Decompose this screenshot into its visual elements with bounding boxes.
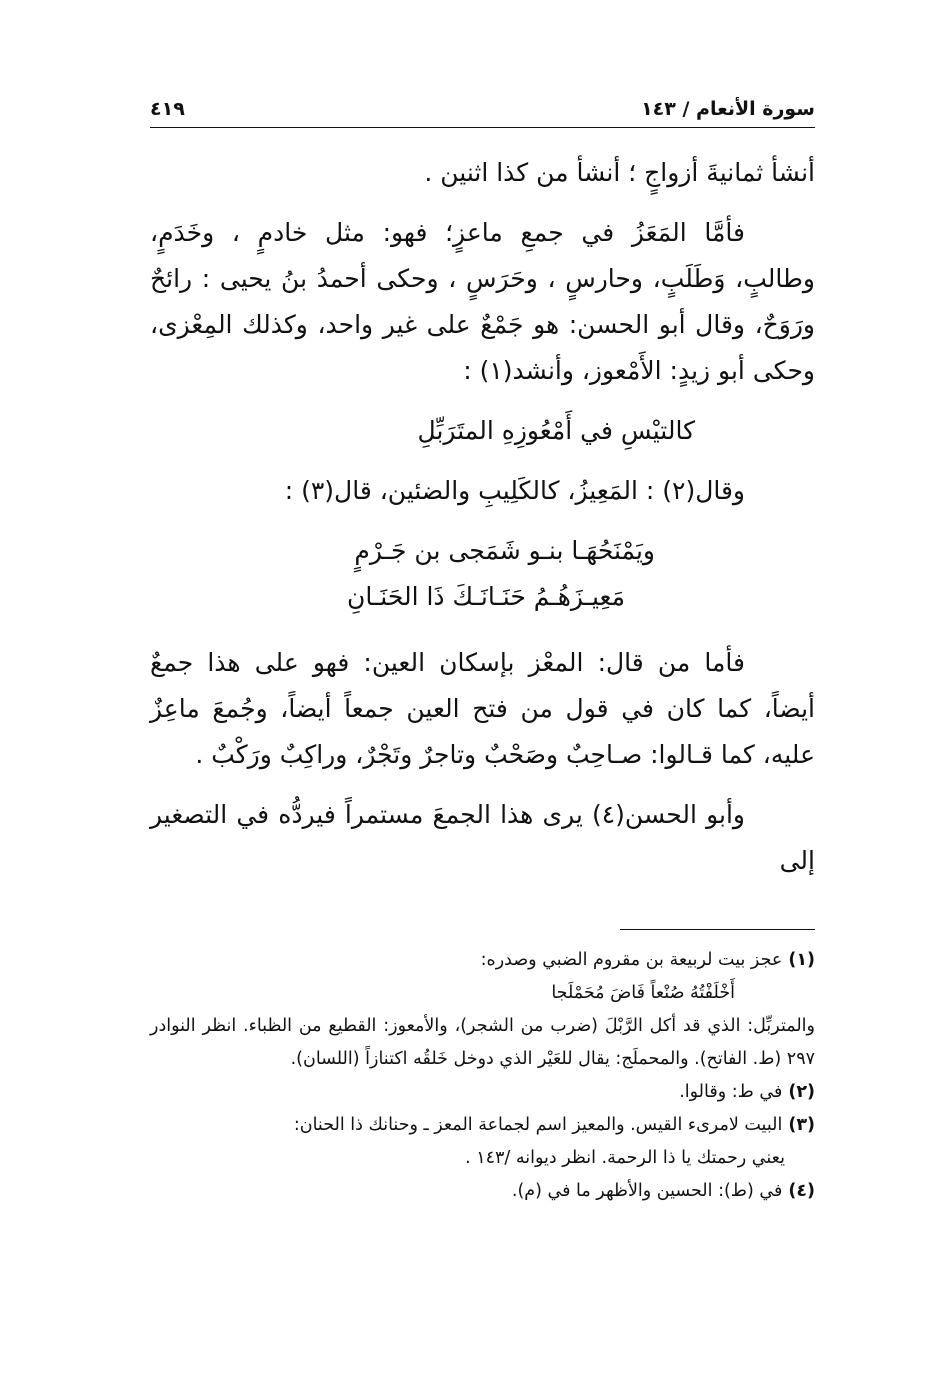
paragraph-1: أنشأ ثمانيةَ أزواجٍ ؛ أنشأ من كذا اثنين . [424, 158, 815, 187]
running-header [150, 92, 815, 126]
paragraph-2: فأمَّا المَعَزُ في جمعِ ماعزٍ؛ فهو: مثل خادمٍ ، وخَدَمٍ، وطالبٍ، وَطَلَبٍ، وحارسٍ ، وحَرَسٍ ، وحكى أحمدُ بنُ يحيى : رائحٌ ورَوَحٌ، وقال أبو الحسن: هو جَمْعٌ على غير واحد، وكذلك المِعْزى، وحكى أبو زيدٍ: الأَمْعوز، وأنشد(١) : [150, 218, 815, 385]
footnote-separator [620, 929, 815, 930]
header-rule [150, 127, 815, 128]
footnote-3-continuation: يعني رحمتك يا ذا الرحمة. انظر ديوانه /١٤٣ . [465, 1148, 785, 1168]
paragraph-4: فأما من قال: المعْز بإسكان العين: فهو على هذا جمعٌ أيضاً، كما كان في قول من فتح العين جمعاً أيضاً، وجُمعَ ماعِزٌ عليه، كما قـالوا: صـاحِبٌ وصَحْبٌ وتاجرٌ وتَجْرٌ، وراكِبٌ ورَكْبٌ . [150, 648, 815, 769]
footnotes [150, 944, 815, 1208]
footnote-4-text: في (ط): الحسين والأظهر ما في (م). [511, 1181, 783, 1201]
footnote-4 [150, 1175, 815, 1208]
footnote-3-text: البيت لامرىء القيس. والمعيز اسم لجماعة المعز ـ وحنانك ذا الحنان: [293, 1115, 783, 1135]
footnote-2-number: (٢) [788, 1082, 815, 1102]
footnote-3 [150, 1109, 815, 1142]
verse-2-line-1: ويَمْنَحُهَـا بنـو شَمَجى بن جَـرْمٍ [354, 536, 655, 565]
footnote-1 [150, 944, 815, 977]
verse-2-line-2: مَعِيـزَهُـمُ حَنَـانَـكَ ذَا الحَنَـانِ [346, 582, 625, 611]
footnote-1-continuation: والمتربِّل: الذي قد أكل الرَّبْلَ (ضرب من الشجر)، والأمعوز: القطيع من الظباء. انظر النوادر ٢٩٧ (ط. الفاتح). والمحملَج: يقال للعَيْر الذي دوخل خَلقُه اكتنازاً (اللسان). [150, 1016, 815, 1069]
footnote-2-text: في ط: وقالوا. [679, 1082, 783, 1102]
footnote-4-number: (٤) [788, 1181, 815, 1201]
footnote-3-number: (٣) [788, 1115, 815, 1135]
main-text [150, 150, 815, 898]
footnote-1-number: (١) [788, 950, 815, 970]
footnote-1-text: عجز بيت لربيعة بن مقروم الضبي وصدره: [480, 950, 783, 970]
paragraph-5: وأبو الحسن(٤) يرى هذا الجمعَ مستمراً فيردُّه في التصغير إلى [150, 800, 815, 875]
verse-2 [150, 528, 815, 620]
book-page [150, 92, 815, 1292]
chapter-title: سورة الأنعام / ١٤٣ [641, 98, 815, 120]
page-number: ٤١٩ [150, 98, 185, 120]
footnote-2 [150, 1076, 815, 1109]
paragraph-3: وقال(٢) : المَعِيزُ، كالكَلِيبِ والضئين، قال(٣) : [284, 476, 745, 505]
verse-1: كالتيْسِ في أَمْعُوزِهِ المتَرَبِّلِ [417, 416, 695, 445]
footnote-1-verse: أَخْلَفْتُهُ صُنْعاً فَاضَ مُحَمْلَجا [551, 983, 735, 1003]
